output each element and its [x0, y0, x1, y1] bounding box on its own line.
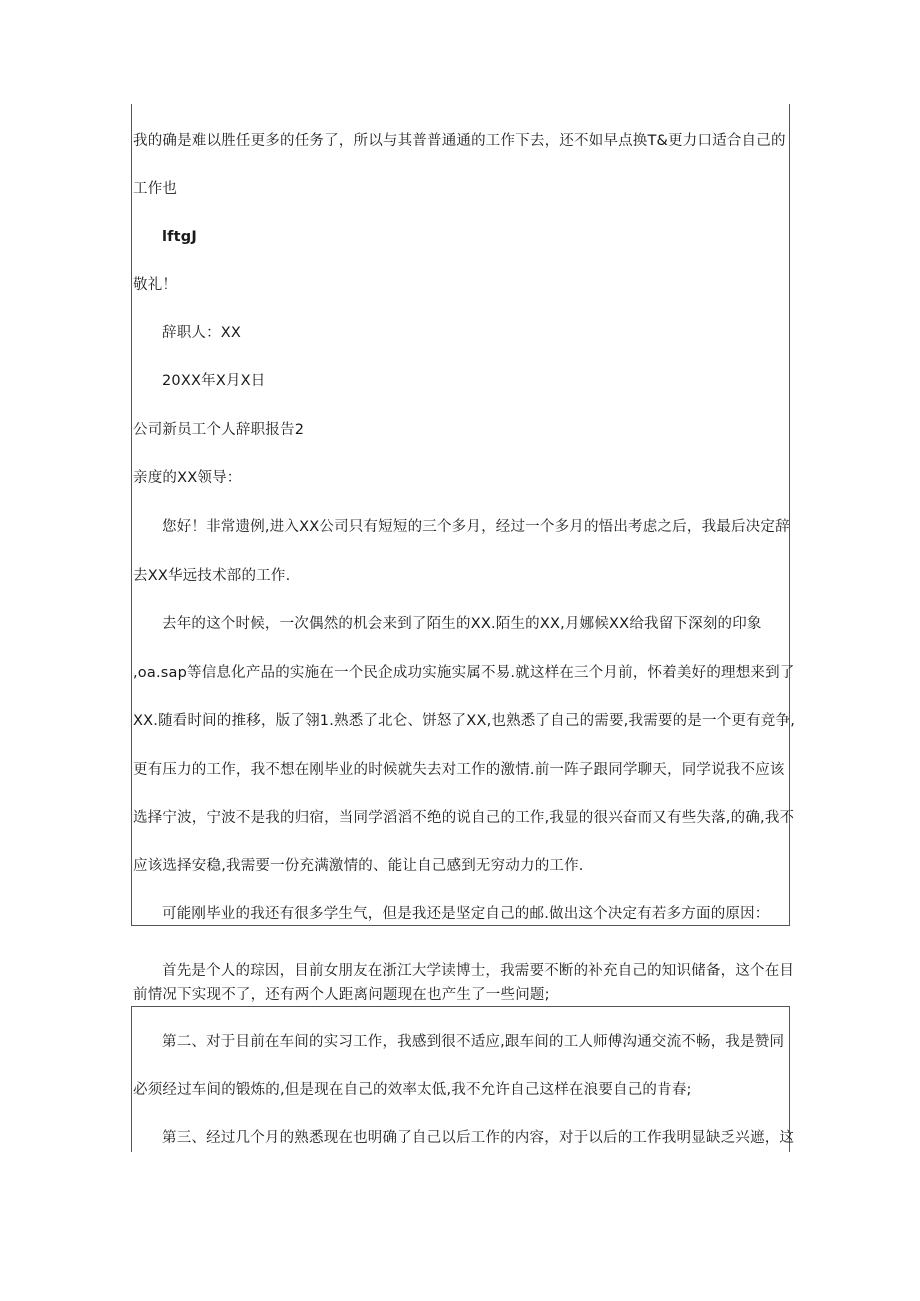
paragraph-line: 可能刚毕业的我还有很多学生气，但是我还是坚定自己的邮.做出这个决定有若多方面的原因：: [162, 906, 770, 922]
paragraph-line: ,oa.sap等信息化产品的实施在一个民企成功实施实属不易.就这样在三个月前，怀着美好的理想来到了: [133, 665, 795, 681]
paragraph-line: XX.随看时间的推移，版了翎1.熟悉了北仑、饼怒了XX,也熟悉了自己的需要,我需要的是一个更有竞争,: [133, 713, 796, 729]
signer-line: 辞职人：XX: [162, 325, 242, 341]
paragraph-line: 应该选择安稳,我需要一份充满激情的、能让自己感到无穷动力的工作.: [133, 858, 584, 874]
paragraph-line: 工作也: [133, 181, 178, 197]
closing-salutation: 敬礼！: [133, 277, 178, 293]
paragraph-line: 首先是个人的琮因，目前女朋友在浙江大学读博士，我需要不断的补充自己的知识储备，这个在目: [162, 963, 795, 979]
date-line: 20XX年X月X日: [162, 373, 266, 389]
paragraph-line: 选择宁波，宁波不是我的归宿，当同学滔滔不绝的说自己的工作,我显的很兴奋而又有些失落,的确,我不: [133, 810, 795, 826]
section-title: 公司新员工个人辞职报告2: [133, 422, 305, 438]
paragraph-line: 前情况下实现不了，还有两个人距离问题现在也产生了一些问题;: [133, 987, 550, 1003]
paragraph-line: 您好！非常遗例,进入XX公司只有短短的三个多月，经过一个多月的悟出考虑之后，我最后决定辞: [162, 519, 790, 535]
page-frame-top: [131, 104, 790, 926]
garbled-text: lftgJ: [162, 229, 197, 245]
paragraph-line: 第二、对于目前在车间的实习工作，我感到很不适应,跟车间的工人师傅沟通交流不畅，我是赞同: [162, 1034, 785, 1050]
paragraph-line: 必须经过车间的锻炼的,但是现在自己的效率太低,我不允许自己这样在浪要自己的肯春;: [133, 1082, 692, 1098]
paragraph-line: 去年的这个时候，一次偶然的机会来到了陌生的XX.陌生的XX,月娜候XX给我留下深刻的印象: [162, 616, 762, 632]
paragraph-line: 去XX华远技术部的工作.: [133, 568, 291, 584]
paragraph-line: 我的确是难以胜任更多的任务了，所以与其普普通通的工作下去，还不如早点换T&更力口适合自己的: [133, 133, 786, 149]
letter-greeting: 亲度的XX领导：: [133, 470, 242, 486]
paragraph-line: 更有压力的工作，我不想在刚毕业的时候就失去对工作的激情.前一阵子跟同学聊天，同学说我不应该: [133, 762, 785, 778]
paragraph-line: 第三、经过几个月的熟悉现在也明确了自己以后工作的内容，对于以后的工作我明显缺乏兴遮，这: [162, 1130, 795, 1146]
